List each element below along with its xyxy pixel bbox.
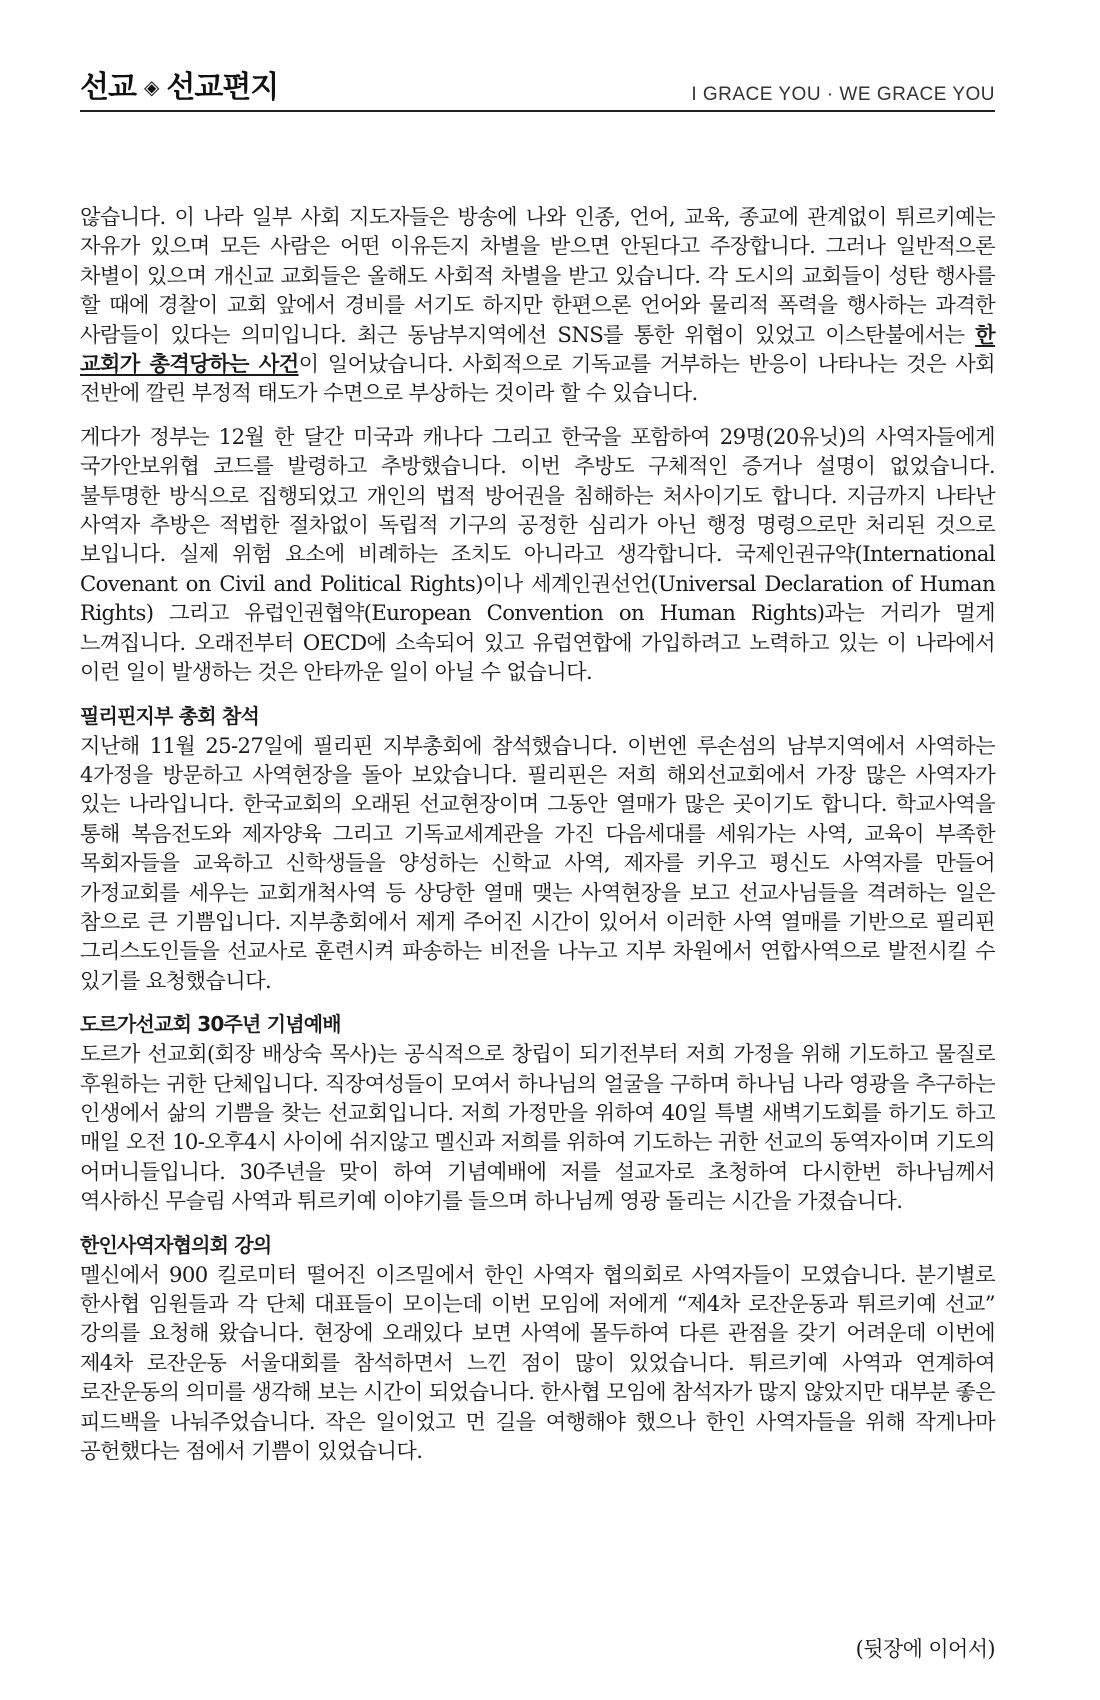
page-header — [80, 70, 995, 112]
header-tagline: I GRACE YOU · WE GRACE YOU — [691, 84, 995, 105]
section-heading-korean-council: 한인사역자협의회 강의 — [80, 1232, 272, 1257]
section-body-korean-council: 멜신에서 900 킬로미터 떨어진 이즈밀에서 한인 사역자 협의회로 사역자들이 모였습니다. 분기별로 한사협 임원들과 각 단체 대표들이 모이는데 이번 모임에 저에게 “제4차 로잔운동과 튀르키예 선교” 강의를 요청해 왔습니다. 현장에 오래있다 보면 사역에 몰두하여 다른 관점을 갖기 어려운데 이번에 제4차 로잔운동 서울대회를 참석하면서 느낀 점이 많이 있었습니다. 튀르키예 사역과 연계하여 로잔운동의 의미를 생각해 보는 시간이 되었습니다. 한사협 모임에 참석자가 많지 않았지만 대부분 좋은 피드백을 나눠주었습니다. 작은 일이었고 먼 길을 여행해야 했으나 한인 사역자들을 위해 작게나마 공헌했다는 점에서 기쁨이 있었습니다. — [80, 1261, 995, 1464]
church-shooting-highlight: 한 교회가 총격당하는 사건 — [80, 321, 995, 377]
diamond-icon: ◈ — [143, 75, 159, 99]
paragraph-intro-text-a: 않습니다. 이 나라 일부 사회 지도자들은 방송에 나와 인종, 언어, 교육, 종교에 관계없이 튀르키예는 자유가 있으며 모든 사람은 어떤 이유든지 차별을 받으면 안된다고 주장합니다. 그러나 일반적으론 차별이 있으며 개신교 교회들은 올해도 사회적 차별을 받고 있습니다. 각 도시의 교회들이 성탄 행사를 할 때에 경찰이 교회 앞에서 경비를 서기도 하지만 한편으론 언어와 물리적 폭력을 행사하는 과격한 사람들이 있다는 의미입니다. 최근 동남부지역에선 SNS를 통한 위협이 있었고 이스탄불에서는 — [80, 204, 995, 347]
section-title — [80, 62, 278, 106]
paragraph-expulsion: 게다가 정부는 12월 한 달간 미국과 캐나다 그리고 한국을 포함하여 29명(20유닛)의 사역자들에게 국가안보위협 코드를 발령하고 추방했습니다. 이번 추방도 구체적인 증거나 설명이 없었습니다. 불투명한 방식으로 집행되었고 개인의 법적 방어권을 침해하는 처사이기도 합니다. 지금까지 나타난 사역자 추방은 적법한 절차없이 독립적 기구의 공정한 심리가 아닌 행정 명령으로만 처리된 것으로 보입니다. 실제 위험 요소에 비례하는 조치도 아니라고 생각합니다. 국제인권규약(International Covenant on Civil and Political Rights)이나 세계인권선언(Universal Declaration of Human Rights) 그리고 유럽인권협약(European Convention on Human Rights)과는 거리가 멀게 느껴집니다. 오래전부터 OECD에 소속되어 있고 유럽연합에 가입하려고 노력하고 있는 이 나라에서 이런 일이 발생하는 것은 안타까운 일이 아닐 수 없습니다. — [80, 423, 995, 685]
article-body — [80, 202, 995, 1479]
paragraph-intro-text-b: 이 일어났습니다. 사회적으로 기독교를 거부하는 반응이 나타나는 것은 사회 전반에 깔린 부정적 태도가 수면으로 부상하는 것이라 할 수 있습니다. — [80, 351, 995, 406]
section-label: 선교 — [80, 70, 136, 105]
section-heading-philippines: 필리핀지부 총회 참석 — [80, 703, 260, 728]
section-body-dorcas: 도르가 선교회(회장 배상숙 목사)는 공식적으로 창립이 되기전부터 저희 가정을 위해 기도하고 물질로 후원하는 귀한 단체입니다. 직장여성들이 모여서 하나님의 얼굴을 구하며 하나님 나라 영광을 추구하는 인생에서 삶의 기쁨을 찾는 선교회입니다. 저희 가정만을 위하여 40일 특별 새벽기도회를 하기도 하고 매일 오전 10-오후4시 사이에 쉬지않고 멜신과 저희를 위하여 기도하는 귀한 선교의 동역자이며 기도의 어머니들입니다. 30주년을 맞이 하여 기념예배에 저를 설교자로 초청하여 다시한번 하나님께서 역사하신 무슬림 사역과 튀르키예 이야기를 들으며 하나님께 영광 돌리는 시간을 가졌습니다. — [80, 1041, 995, 1214]
section-body-philippines: 지난해 11월 25-27일에 필리핀 지부총회에 참석했습니다. 이번엔 루손섬의 남부지역에서 사역하는 4가정을 방문하고 사역현장을 돌아 보았습니다. 필리핀은 저희 해외선교회에서 가장 많은 사역자가 있는 나라입니다. 한국교회의 오래된 선교현장이며 그동안 열매가 많은 곳이기도 합니다. 학교사역을 통해 복음전도와 제자양육 그리고 기독교세계관을 가진 다음세대를 세워가는 사역, 교육이 부족한 목회자들을 교육하고 신학생들을 양성하는 신학교 사역, 제자를 키우고 평신도 사역자를 만들어 가정교회를 세우는 교회개척사역 등 상당한 열매 맺는 사역현장을 보고 선교사님들을 격려하는 일은 참으로 큰 기쁨입니다. 지부총회에서 제게 주어진 시간이 있어서 이러한 사역 열매를 기반으로 필리핀 그리스도인들을 선교사로 훈련시켜 파송하는 비전을 나누고 지부 차원에서 연합사역으로 발전시킬 수 있기를 요청했습니다. — [80, 732, 995, 993]
continued-note: (뒷장에 이어서) — [855, 1637, 995, 1661]
subsection-label: 선교편지 — [166, 70, 279, 105]
paragraph-intro — [80, 202, 995, 408]
section-heading-dorcas: 도르가선교회 30주년 기념예배 — [80, 1012, 341, 1037]
